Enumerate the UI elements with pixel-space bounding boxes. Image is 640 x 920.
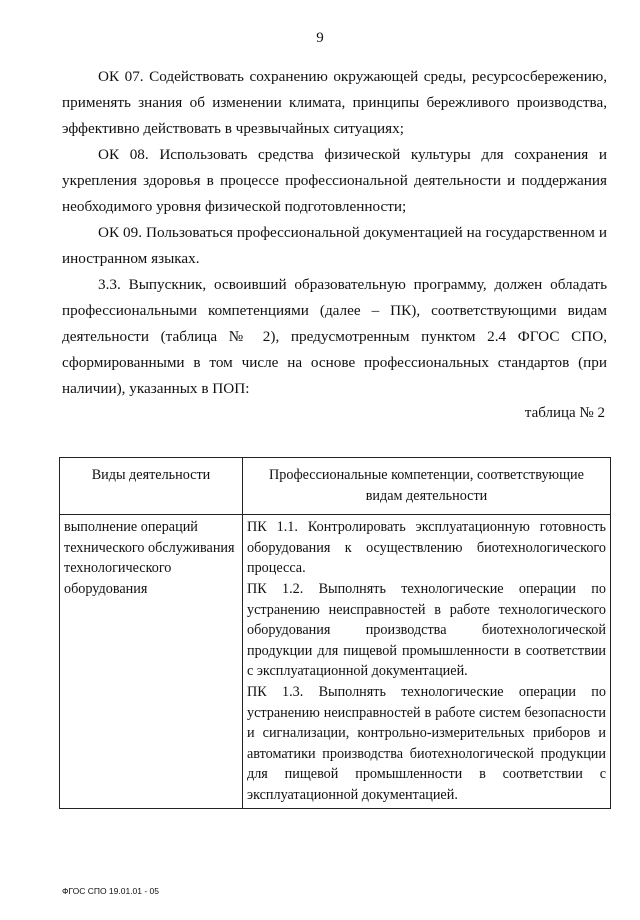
paragraph-ok09: ОК 09. Пользоваться профессиональной документацией на государственном и иностранном языках. bbox=[62, 224, 607, 267]
table-row bbox=[60, 515, 611, 808]
competencies-table bbox=[59, 457, 611, 809]
table-header-competencies: Профессиональные компетенции, соответствующие видам деятельности bbox=[243, 458, 611, 515]
table-header-activity: Виды деятельности bbox=[60, 458, 243, 515]
paragraph-3-3: 3.3. Выпускник, освоивший образовательную программу, должен обладать профессиональными компетенциями (далее – ПК), соответствующими видам деятельности (таблица № 2), предусмотренным пунктом 2.4 ФГОС СПО, сформированными в том числе на основе профессиональных стандартов (при наличии), указанных в ПОП: bbox=[62, 276, 607, 397]
table-header-row bbox=[60, 458, 611, 515]
competency-pk-1-2: ПК 1.2. Выполнять технологические операции по устранению неисправностей в работе технологического оборудования производства биотехнологической продукции для пищевой промышленности в соответствии с эксплуатационной документацией. bbox=[247, 580, 606, 680]
competencies-cell bbox=[243, 515, 611, 808]
paragraph-ok08: ОК 08. Использовать средства физической культуры для сохранения и укрепления здоровья в процессе профессиональной деятельности и поддержания необходимого уровня физической подготовленности; bbox=[62, 146, 607, 215]
page-number: 9 bbox=[316, 30, 324, 46]
paragraph-ok07: ОК 07. Содействовать сохранению окружающей среды, ресурсосбережению, применять знания об изменении климата, принципы бережливого производства, эффективно действовать в чрезвычайных ситуациях; bbox=[62, 68, 607, 137]
activity-text: выполнение операций технического обслуживания технологического оборудования bbox=[64, 519, 235, 597]
table-caption: таблица № 2 bbox=[524, 405, 605, 421]
competency-pk-1-1: ПК 1.1. Контролировать эксплуатационную готовность оборудования к осуществлению биотехнологического процесса. bbox=[247, 519, 606, 577]
competency-pk-1-3: ПК 1.3. Выполнять технологические операции по устранению неисправностей в работе систем безопасности и сигнализации, контрольно-измерительных приборов и автоматики производства биотехнологической продукции для пищевой промышленности в соответствии с эксплуатационной документацией. bbox=[247, 683, 606, 803]
footer-code: ФГОС СПО 19.01.01 - 05 bbox=[62, 886, 160, 896]
activity-cell bbox=[60, 515, 243, 808]
